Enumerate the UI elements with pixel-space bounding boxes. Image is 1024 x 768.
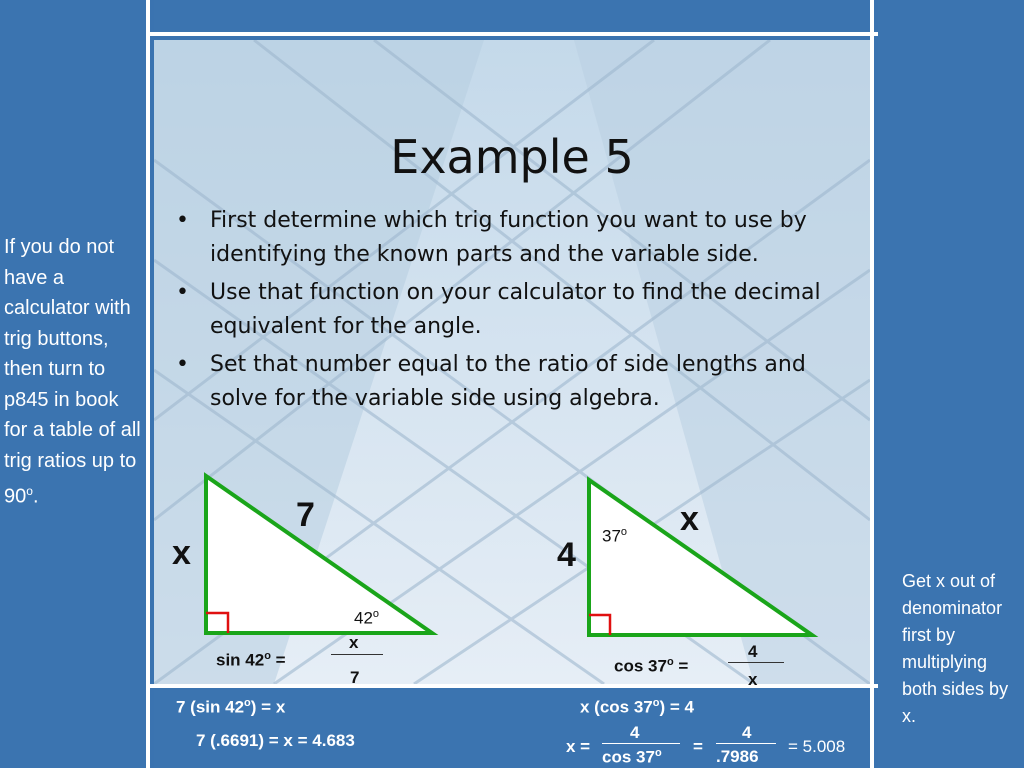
work-right-frac1-bar: [602, 743, 680, 744]
bullet-dot: •: [176, 208, 189, 233]
triangle1-fraction-numerator: x: [349, 633, 359, 652]
triangle1-leg-label: x: [172, 534, 191, 572]
work-right-equals: =: [693, 737, 703, 756]
triangle1-equation: $\sin 42^o$ =: [216, 650, 286, 670]
triangle2-fraction-bar: [728, 662, 784, 663]
bullet-dot: •: [176, 352, 189, 377]
bullet-text: Use that function on your calculator to find the decimal equivalent for the angle.: [210, 280, 821, 339]
left-side-note: If you do not have a calculator with trig buttons, then turn to p845 in book for a table of all trig ratios up to 90$^o$.: [4, 236, 141, 508]
triangle-2: [589, 480, 812, 635]
work-right-frac2-denominator: .7986: [716, 747, 759, 766]
triangle1-angle-label: 42$^o$: [354, 608, 380, 628]
work-right-frac1-denominator: cos 37$^o$: [602, 747, 662, 767]
work-right-line1: x (cos $37^o) = 4$: [580, 697, 694, 717]
bullet-dot: •: [176, 280, 189, 305]
work-left-line1: 7 (sin $42^o) = x$: [176, 697, 286, 717]
triangle2-fraction-denominator: x: [748, 670, 758, 689]
work-right-frac2-numerator: 4: [742, 723, 752, 742]
triangle2-hypotenuse-label: x: [680, 500, 699, 538]
triangle2-angle-label: 37$^o$: [602, 526, 628, 546]
triangle2-equation: $\cos 37^o$ =: [614, 656, 689, 676]
triangle1-fraction-denominator: 7: [350, 668, 360, 687]
bullet-text: Set that number equal to the ratio of side lengths and solve for the variable side using algebra.: [210, 352, 806, 411]
bullet-text: First determine which trig function you want to use by identifying the known parts and the variable side.: [210, 208, 807, 267]
work-right-x-equals: x =: [566, 737, 591, 756]
work-left-line2: 7 (.6691) = x = 4.683: [196, 731, 355, 750]
triangle1-hypotenuse-label: 7: [296, 496, 315, 534]
slide-title: Example 5: [390, 130, 634, 184]
triangle2-fraction-numerator: 4: [748, 642, 758, 661]
triangle1-fraction-bar: [331, 654, 383, 655]
triangle-1: [206, 476, 432, 633]
work-right-frac1-numerator: 4: [630, 723, 640, 742]
right-side-note: Get x out of denominator first by multiplying both sides by x.: [902, 571, 1009, 726]
triangle2-leg-label: 4: [557, 536, 576, 574]
work-right-result: = 5.008: [788, 737, 846, 756]
work-right-frac2-bar: [716, 743, 776, 744]
